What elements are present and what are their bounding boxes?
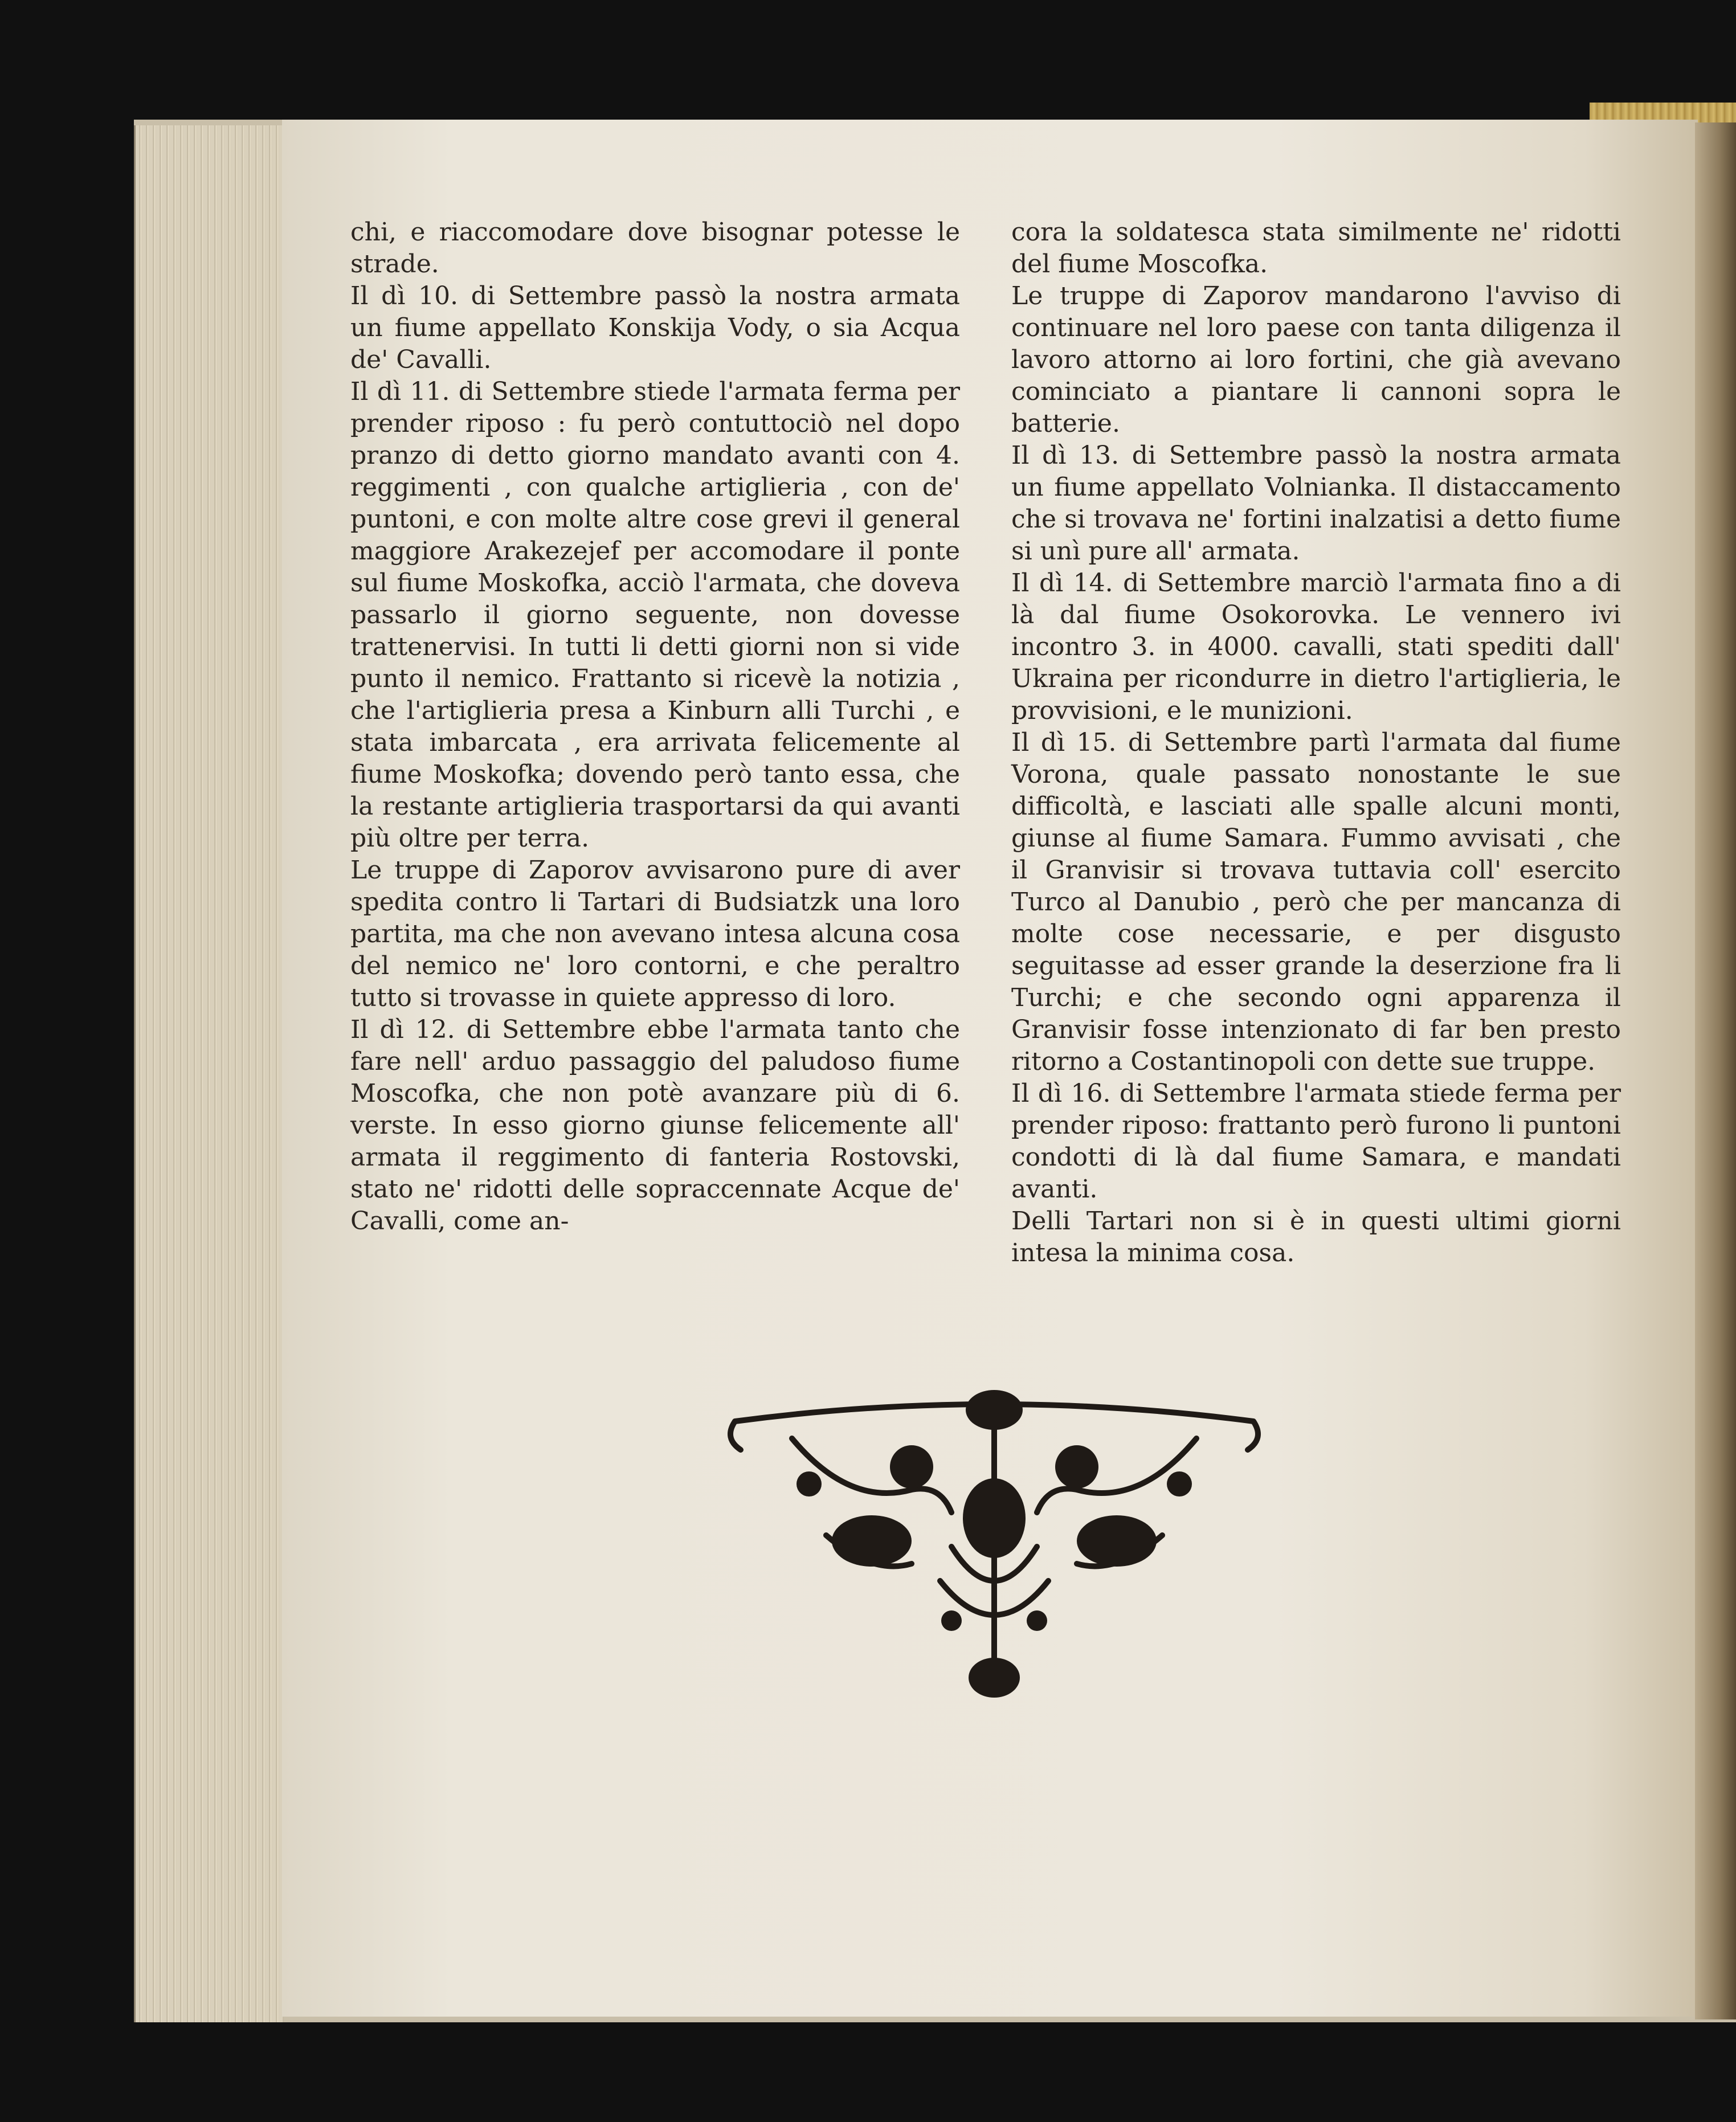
paragraph: Il dì 11. di Settembre stiede l'armata ferma per prender riposo : fu però contuttociò nel dopo pranzo di detto giorno mandato avanti con 4. reggimenti , con qualche artiglieria , con de' puntoni, e con molte altre cose grevi il general maggiore Arakezejef per accomodare il ponte sul fiume Moskofka, acciò l'armata, che doveva passarlo il giorno seguente, non dovesse trattenervisi. In tutti li detti giorni non si vide punto il nemico. Frattanto si ricevè la notizia , che l'artiglieria presa a Kinburn alli Turchi , e stata imbarcata , era arrivata felicemente al fiume Moskofka; dovendo però tanto essa, che la restante artiglieria trasportarsi da qui avanti più oltre per terra. [350, 377, 960, 853]
right-text-column [1011, 216, 1621, 1269]
binding-gutter [1695, 122, 1736, 2019]
paragraph: Il dì 13. di Settembre passò la nostra armata un fiume appellato Volnianka. Il distaccamento che si trovava ne' fortini inalzatisi a detto fiume si unì pure all' armata. [1011, 441, 1621, 566]
left-text-column [350, 216, 960, 1237]
paragraph: Il dì 15. di Settembre partì l'armata dal fiume Vorona, quale passato nonostante le sue difficoltà, e lasciati alle spalle alcuni monti, giunse al fiume Samara. Fummo avvisati , che il Granvisir si trovava tuttavia coll' esercito Turco al Danubio , però che per mancanza di molte cose necessarie, e per disgusto seguitasse ad esser grande la deserzione fra li Turchi; e che secondo ogni apparenza il Granvisir fosse intenzionato di far ben presto ritorno a Costantinopoli con dette sue truppe. [1011, 728, 1621, 1076]
paragraph: Il dì 10. di Settembre passò la nostra armata un fiume appellato Konskija Vody, o sia Acqua de' Cavalli. [350, 281, 960, 374]
page-stack-edge [134, 125, 284, 2022]
paragraph: chi, e riaccomodare dove bisognar potesse le strade. [350, 218, 960, 279]
paragraph: cora la soldatesca stata similmente ne' ridotti del fiume Moscofka. [1011, 218, 1621, 279]
paragraph: Il dì 12. di Settembre ebbe l'armata tanto che fare nell' arduo passaggio del paludoso fiume Moscofka, che non potè avanzare più di 6. verste. In esso giorno giunse felicemente all' armata il reggimento di fanteria Rostovski, stato ne' ridotti delle sopraccennate Acque de' Cavalli, come an- [350, 1015, 960, 1236]
tailpiece-ornament-icon [724, 1376, 1265, 1700]
paragraph: Delli Tartari non si è in questi ultimi giorni intesa la minima cosa. [1011, 1207, 1621, 1268]
paragraph: Le truppe di Zaporov avvisarono pure di aver spedita contro li Tartari di Budsiatzk una loro partita, ma che non avevano intesa alcuna cosa del nemico ne' loro contorni, e che peraltro tutto si trovasse in quiete appresso di loro. [350, 856, 960, 1012]
paragraph: Il dì 16. di Settembre l'armata stiede ferma per prender riposo: frattanto però furono li puntoni condotti di là dal fiume Samara, e mandati avanti. [1011, 1079, 1621, 1204]
paragraph: Le truppe di Zaporov mandarono l'avviso di continuare nel loro paese con tanta diligenza il lavoro attorno ai loro fortini, che già avevano cominciato a piantare li cannoni sopra le batterie. [1011, 281, 1621, 438]
paragraph: Il dì 14. di Settembre marciò l'armata fino a di là dal fiume Osokorovka. Le vennero ivi incontro 3. in 4000. cavalli, stati spediti dall' Ukraina per ricondurre in dietro l'artiglieria, le provvisioni, e le munizioni. [1011, 569, 1621, 725]
